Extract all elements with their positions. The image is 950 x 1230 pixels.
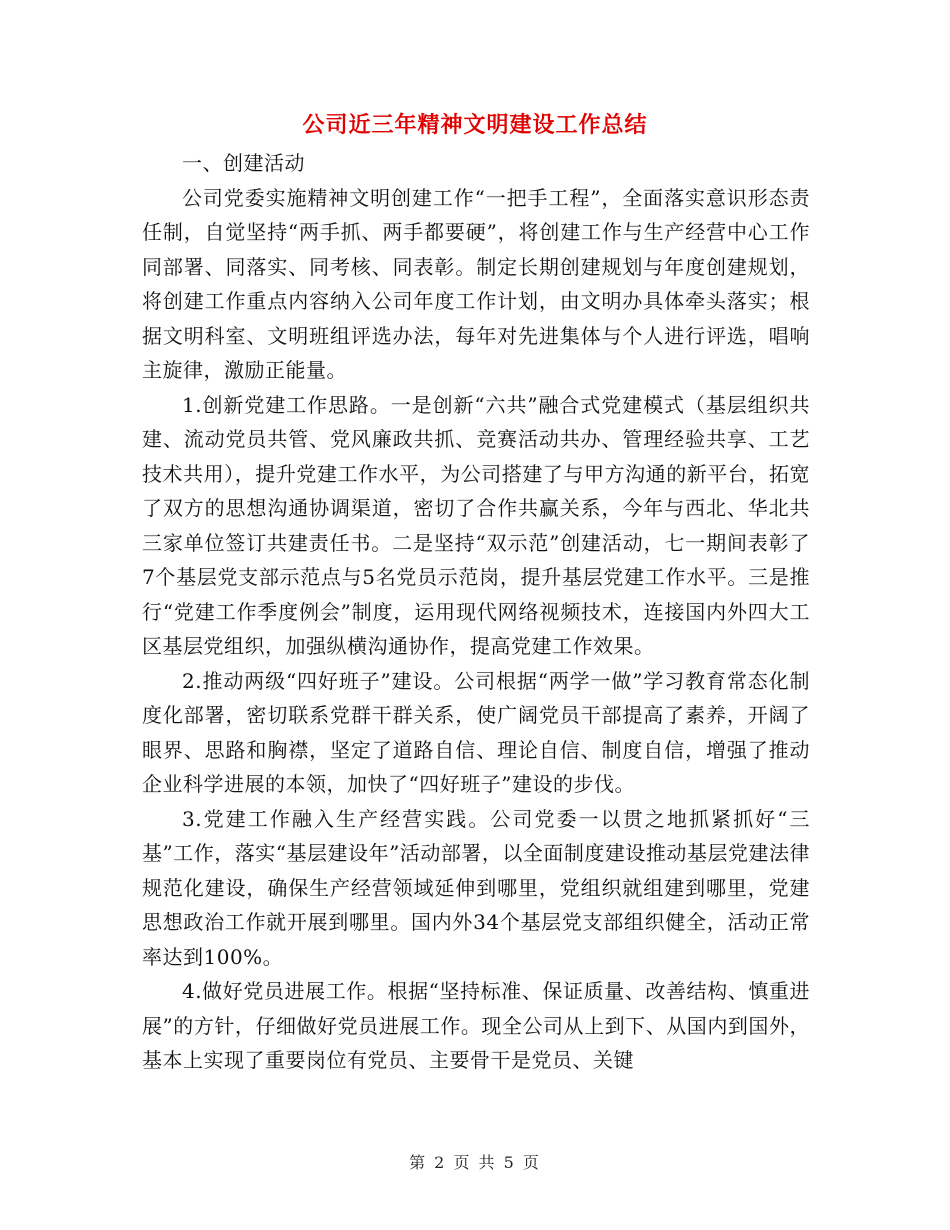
body-paragraph-4: 4.做好党员进展工作。根据“坚持标准、保证质量、改善结构、慎重进展”的方针，仔细做好党员进展工作。现全公司从上到下、从国内到国外，基本上实现了重要岗位有党员、主要骨干是党员、关键 <box>142 979 810 1072</box>
page-footer <box>0 1152 950 1174</box>
body-paragraph-1: 1.创新党建工作思路。一是创新“六共”融合式党建模式（基层组织共建、流动党员共管、党风廉政共抓、竞赛活动共办、管理经验共享、工艺技术共用），提升党建工作水平，为公司搭建了与甲方沟通的新平台，拓宽了双方的思想沟通协调渠道，密切了合作共赢关系，今年与西北、华北共三家单位签订共建责任书。二是坚持“双示范”创建活动，七一期间表彰了7个基层党支部示范点与5名党员示范岗，提升基层党建工作水平。三是推行“党建工作季度例会”制度，运用现代网络视频技术，连接国内外四大工区基层党组织，加强纵横沟通协作，提高党建工作效果。 <box>142 392 810 658</box>
page-number-label: 第 2 页 共 5 页 <box>409 1153 541 1172</box>
document-body <box>142 146 810 1078</box>
body-paragraph-2: 2.推动两级“四好班子”建设。公司根据“两学一做”学习教育常态化制度化部署，密切联系党群干群关系，使广阔党员干部提高了素养，开阔了眼界、思路和胸襟，坚定了道路自信、理论自信、制度自信，增强了推动企业科学进展的本领，加快了“四好班子”建设的步伐。 <box>142 668 810 796</box>
section-heading: 一、创建活动 <box>182 151 305 175</box>
document-title: 公司近三年精神文明建设工作总结 <box>302 113 648 138</box>
body-paragraph-intro: 公司党委实施精神文明创建工作“一把手工程”，全面落实意识形态责任制，自觉坚持“两手抓、两手都要硬”，将创建工作与生产经营中心工作同部署、同落实、同考核、同表彰。制定长期创建规划与年度创建规划，将创建工作重点内容纳入公司年度工作计划，由文明办具体牵头落实；根据文明科室、文明班组评选办法，每年对先进集体与个人进行评选，唱响主旋律，激励正能量。 <box>142 185 810 382</box>
body-paragraph-3: 3.党建工作融入生产经营实践。公司党委一以贯之地抓紧抓好“三基”工作，落实“基层建设年”活动部署，以全面制度建设推动基层党建法律规范化建设，确保生产经营领域延伸到哪里，党组织就组建到哪里，党建思想政治工作就开展到哪里。国内外34个基层党支部组织健全，活动正常率达到100%。 <box>142 806 810 969</box>
